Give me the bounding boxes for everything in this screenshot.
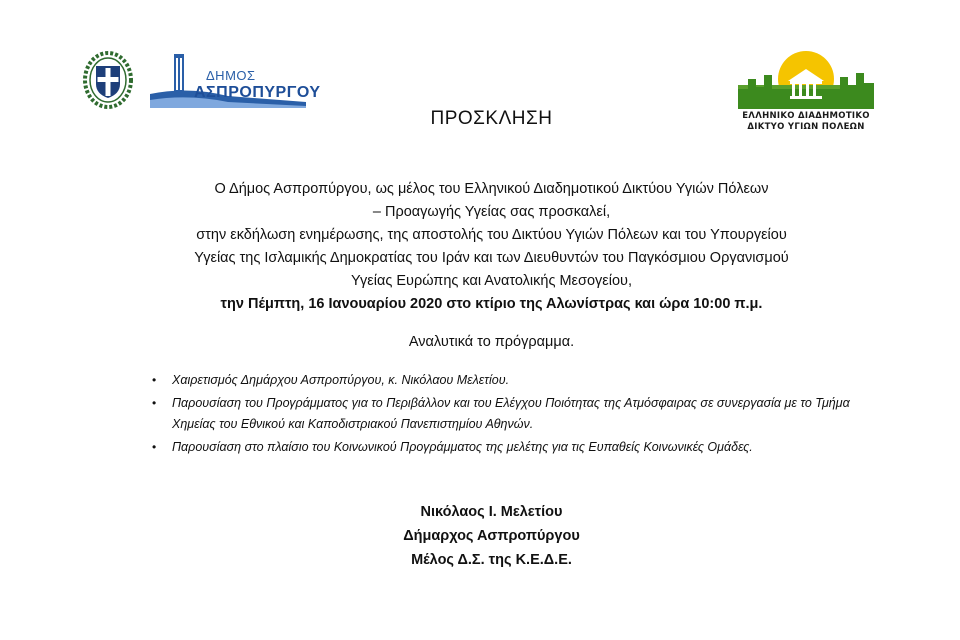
healthy-city-sun-icon	[738, 49, 874, 111]
municipality-logo	[148, 50, 321, 110]
program-item-text: Παρουσίαση του Προγράμματος για το Περιβάλλον και του Ελέγχου Ποιότητας της Ατμόσφαιρας σε συνεργασία με το Τμήμα Χημείας του Εθνικού και Καποδιστριακού Πανεπιστημίου Αθηνών.	[172, 396, 850, 431]
bullet-icon: •	[152, 373, 157, 387]
greek-republic-seal-icon	[82, 50, 134, 110]
network-logo-line1: ΕΛΛΗΝΙΚΟ ΔΙΑΔΗΜΟΤΙΚΟ	[742, 111, 870, 121]
body-line: Υγείας της Ισλαμικής Δημοκρατίας του Ιράν και των Διευθυντών του Παγκόσμιου Οργανισμού	[194, 250, 789, 266]
program-list	[152, 370, 892, 460]
list-item	[152, 370, 892, 391]
signature-block	[0, 500, 960, 572]
signature-name: Νικόλαος Ι. Μελετίου	[420, 504, 563, 520]
event-date-line: την Πέμπτη, 16 Ιανουαρίου 2020 στο κτίριο της Αλωνίστρας και ώρα 10:00 π.μ.	[220, 296, 763, 312]
program-item-text: Χαιρετισμός Δημάρχου Ασπροπύργου, κ. Νικόλαου Μελετίου.	[172, 373, 510, 387]
network-logo-line2: ΔΙΚΤΥΟ ΥΓΙΩΝ ΠΟΛΕΩΝ	[747, 122, 865, 132]
signature-membership: Μέλος Δ.Σ. της Κ.Ε.Δ.Ε.	[411, 552, 572, 568]
list-item	[152, 393, 892, 435]
municipality-logo-name: ΑΣΠΡΟΠΥΡΓΟΥ	[194, 84, 321, 101]
bullet-icon: •	[152, 440, 157, 454]
body-line: – Προαγωγής Υγείας σας προσκαλεί,	[372, 204, 611, 220]
signature-role: Δήμαρχος Ασπροπύργου	[403, 528, 580, 544]
invitation-title: ΠΡΟΣΚΛΗΣΗ	[430, 108, 553, 129]
program-item-text: Παρουσίαση στο πλαίσιο του Κοινωνικού Προγράμματος της μελέτης για τις Ευπαθείς Κοινωνικές Ομάδες.	[172, 440, 753, 454]
list-item	[152, 437, 892, 458]
header-logos-left	[82, 50, 321, 110]
program-heading: Αναλυτικά το πρόγραμμα.	[408, 334, 575, 350]
body-line: στην εκδήλωση ενημέρωσης, της αποστολής του Δικτύου Υγιών Πόλεων και του Υπουργείου	[196, 227, 787, 243]
invitation-body	[0, 178, 960, 316]
body-line: Υγείας Ευρώπης και Ανατολικής Μεσογείου,	[351, 273, 632, 289]
bullet-icon: •	[152, 396, 157, 410]
municipality-logo-dimos: ΔΗΜΟΣ	[206, 68, 256, 83]
body-line: Ο Δήμος Ασπροπύργου, ως μέλος του Ελληνικού Διαδημοτικού Δικτύου Υγιών Πόλεων	[214, 181, 769, 197]
